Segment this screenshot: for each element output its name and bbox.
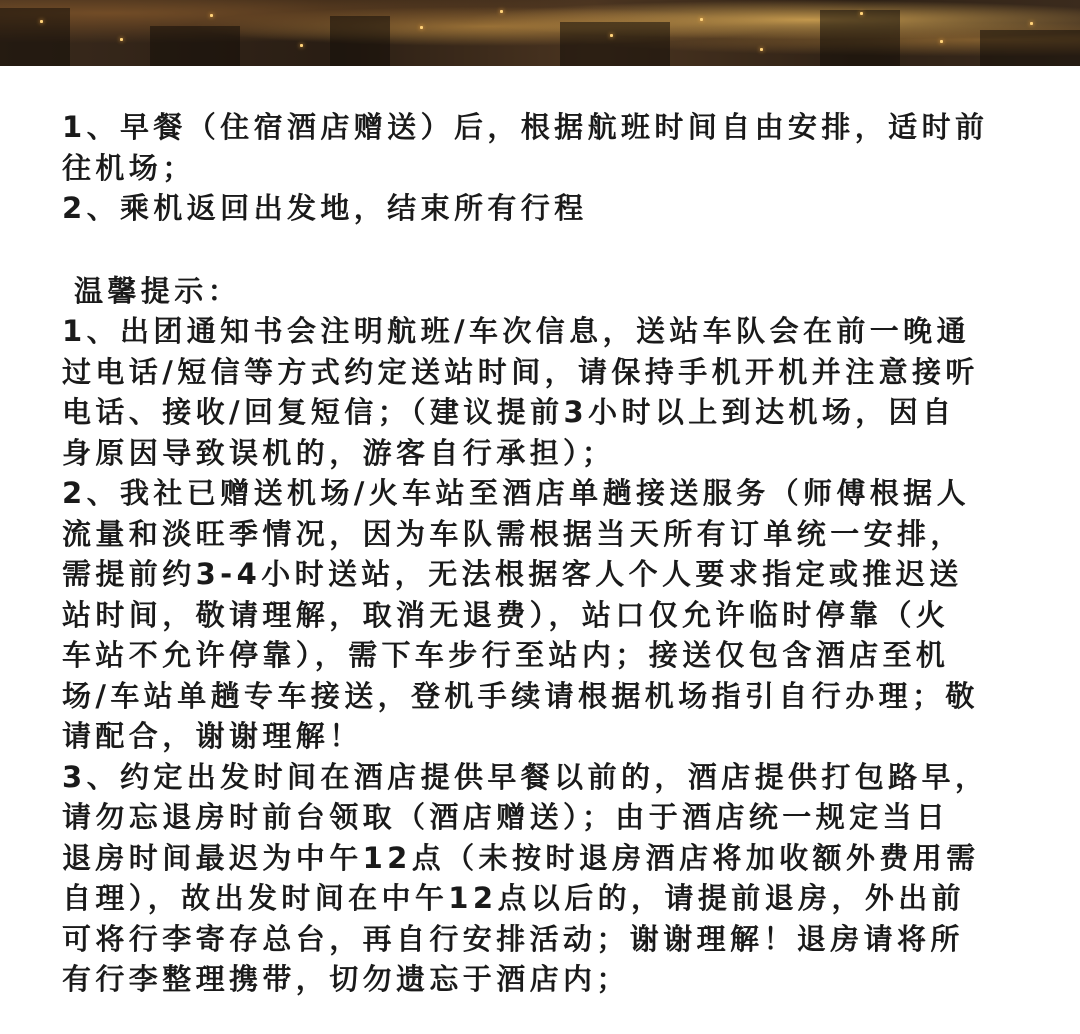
text-line: 退房时间最迟为中午12点（未按时退房酒店将加收额外费用需 bbox=[62, 840, 980, 875]
window-light bbox=[300, 44, 303, 47]
window-light bbox=[420, 26, 423, 29]
text-line: 3、约定出发时间在酒店提供早餐以前的，酒店提供打包路早， bbox=[62, 759, 989, 794]
window-light bbox=[1030, 22, 1033, 25]
tips-section bbox=[62, 271, 1042, 1000]
building-silhouette bbox=[820, 10, 900, 66]
text-line: 往机场； bbox=[62, 150, 196, 185]
text-line: 1、早餐（住宿酒店赠送）后，根据航班时间自由安排，适时前 bbox=[62, 110, 989, 144]
window-light bbox=[500, 10, 503, 13]
window-light bbox=[760, 48, 763, 51]
window-light bbox=[40, 20, 43, 23]
text-line: 过电话/短信等方式约定送站时间，请保持手机开机并注意接听 bbox=[62, 354, 979, 389]
text-line: 有行李整理携带，切勿遗忘于酒店内； bbox=[62, 962, 630, 996]
text-line: 车站不允许停靠），需下车步行至站内；接送仅包含酒店至机 bbox=[62, 638, 950, 672]
text-line: 场/车站单趟专车接送，登机手续请根据机场指引自行办理；敬 bbox=[62, 678, 979, 713]
building-silhouette bbox=[0, 8, 70, 66]
text-line: 站时间，敬请理解，取消无退费），站口仅允许临时停靠（火 bbox=[62, 597, 950, 632]
text-line: 请配合，谢谢理解！ bbox=[62, 719, 363, 753]
building-silhouette bbox=[980, 30, 1080, 66]
text-line: 可将行李寄存总台，再自行安排活动；谢谢理解！退房请将所 bbox=[62, 921, 964, 956]
tips-title: 温馨提示： bbox=[74, 273, 242, 308]
text-line: 2、我社已赠送机场/火车站至酒店单趟接送服务（师傅根据人 bbox=[62, 476, 970, 510]
itinerary-text bbox=[62, 107, 1042, 1000]
text-line: 2、乘机返回出发地，结束所有行程 bbox=[62, 191, 588, 225]
window-light bbox=[940, 40, 943, 43]
text-line: 电话、接收/回复短信；（建议提前3小时以上到达机场，因自 bbox=[62, 395, 956, 429]
text-line: 1、出团通知书会注明航班/车次信息，送站车队会在前一晚通 bbox=[62, 314, 970, 348]
window-light bbox=[700, 18, 703, 21]
departure-day-section bbox=[62, 107, 1042, 229]
window-light bbox=[610, 34, 613, 37]
text-line: 请勿忘退房时前台领取（酒店赠送）；由于酒店统一规定当日 bbox=[62, 800, 950, 834]
building-silhouette bbox=[330, 16, 390, 66]
text-line: 自理），故出发时间在中午12点以后的，请提前退房，外出前 bbox=[62, 881, 966, 915]
text-line: 需提前约3-4小时送站，无法根据客人个人要求指定或推迟送 bbox=[62, 557, 963, 591]
window-light bbox=[120, 38, 123, 41]
building-silhouette bbox=[150, 26, 240, 66]
text-line: 身原因导致误机的，游客自行承担）； bbox=[62, 435, 616, 470]
window-light bbox=[860, 12, 863, 15]
window-light bbox=[210, 14, 213, 17]
text-line: 流量和淡旺季情况，因为车队需根据当天所有订单统一安排， bbox=[62, 516, 964, 551]
building-silhouette bbox=[560, 22, 670, 66]
spacer bbox=[62, 229, 1042, 271]
city-night-photo bbox=[0, 0, 1080, 66]
